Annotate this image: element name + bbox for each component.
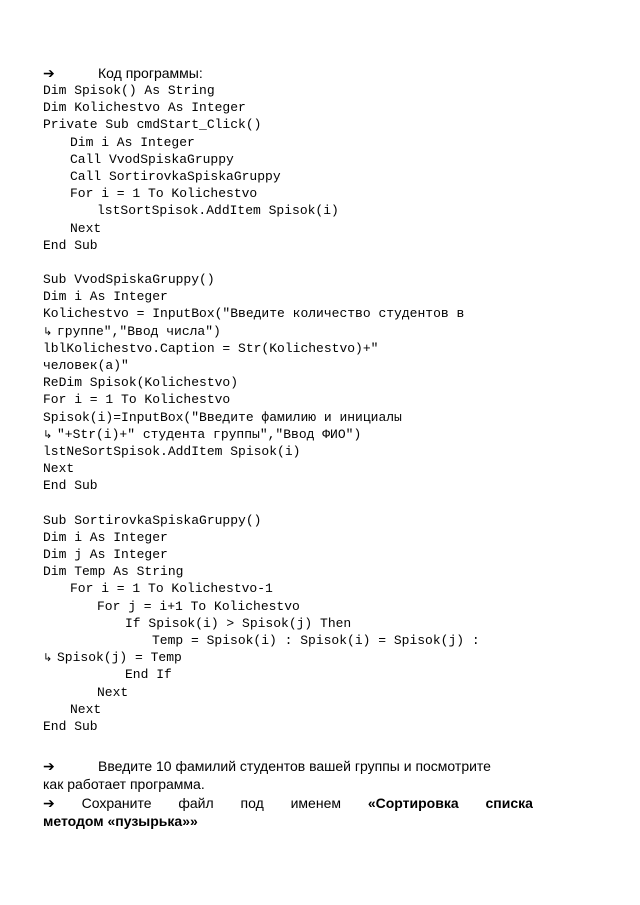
code-line-text: Dim j As Integer [43, 547, 168, 563]
instruction-enter-names [43, 758, 533, 793]
code-line [43, 99, 543, 116]
code-line-text: Dim i As Integer [70, 134, 195, 150]
code-line-text: Spisok(i)=InputBox("Введите фамилию и инициалы [43, 409, 402, 425]
code-line [43, 82, 543, 99]
code-line-text: Dim Kolichestvo As Integer [43, 100, 246, 116]
code-line [43, 185, 543, 202]
save-word-1: Сохраните [81, 795, 152, 811]
code-line-text: Next [70, 220, 102, 236]
instructions [43, 758, 533, 830]
code-line [43, 254, 543, 271]
code-line [43, 718, 543, 735]
line-continuation-icon: ↳ [43, 427, 53, 441]
code-line [43, 409, 543, 426]
file-name-part-3: методом «пузырька»» [43, 812, 198, 829]
file-name-part-1: «Сортировка [367, 795, 459, 811]
arrow-icon: ➔ [43, 65, 55, 81]
instruction-save-line1 [43, 795, 533, 813]
instruction-save-file [43, 795, 533, 830]
code-heading-text: Код программы: [98, 65, 203, 81]
code-line-text: For i = 1 To Kolichestvo [43, 392, 231, 408]
code-line-text: Private Sub cmdStart_Click() [43, 117, 262, 133]
code-line [43, 426, 543, 443]
save-word-2: файл [178, 795, 214, 811]
arrow-icon: ➔ [43, 795, 55, 811]
code-line [43, 598, 543, 615]
instruction-enter-line1: Введите 10 фамилий студентов вашей группы и посмотрите [98, 758, 491, 774]
code-line-text: Next [70, 701, 102, 717]
code-line-text: lstSortSpisok.AddItem Spisok(i) [97, 203, 339, 219]
code-line [43, 116, 543, 133]
code-line-text: End Sub [43, 718, 98, 734]
code-line-text: Call SortirovkaSpiskaGruppy [70, 168, 281, 184]
save-word-4: именем [290, 795, 341, 811]
code-line-text: If Spisok(i) > Spisok(j) Then [125, 615, 352, 631]
code-line [43, 666, 543, 683]
instruction-enter-line2: как работает программа. [43, 775, 205, 792]
code-line [43, 649, 543, 666]
code-line-text: End If [125, 667, 172, 683]
code-heading [43, 64, 203, 83]
code-line-text: Sub SortirovkaSpiskaGruppy() [43, 512, 262, 528]
code-line [43, 563, 543, 580]
code-line [43, 271, 543, 288]
code-line [43, 323, 543, 340]
code-line-text: Dim i As Integer [43, 289, 168, 305]
code-line [43, 357, 543, 374]
code-line [43, 615, 543, 632]
code-line-text: For j = i+1 To Kolichestvo [97, 598, 300, 614]
code-line [43, 220, 543, 237]
code-line-text: lblKolichestvo.Caption = Str(Kolichestvo)+" [43, 340, 379, 356]
code-listing [43, 82, 543, 735]
code-line [43, 391, 543, 408]
code-line-text: Next [97, 684, 129, 700]
code-line [43, 374, 543, 391]
file-name-part-2: списка [485, 795, 533, 811]
code-line [43, 305, 543, 322]
code-line-text: Dim Temp As String [43, 564, 184, 580]
code-line [43, 134, 543, 151]
code-line-text: For i = 1 To Kolichestvo-1 [70, 581, 273, 597]
code-line [43, 288, 543, 305]
code-line-text: End Sub [43, 478, 98, 494]
code-line-text: человек(а)" [43, 358, 129, 373]
code-line-text: Call VvodSpiskaGruppy [70, 151, 234, 167]
code-line [43, 151, 543, 168]
code-line [43, 580, 543, 597]
code-line [43, 340, 543, 357]
code-line-text: Spisok(j) = Temp [57, 650, 182, 666]
code-line-text: ReDim Spisok(Kolichestvo) [43, 375, 239, 391]
code-line-text: Kolichestvo = InputBox("Введите количество студентов в [43, 306, 465, 322]
line-continuation-icon: ↳ [43, 324, 53, 338]
code-line [43, 443, 543, 460]
code-line [43, 202, 543, 219]
code-line [43, 168, 543, 185]
line-continuation-icon: ↳ [43, 651, 53, 665]
code-line-text: Next [43, 461, 75, 477]
code-line-text: For i = 1 To Kolichestvo [70, 186, 258, 202]
code-line-text: End Sub [43, 237, 98, 253]
code-line [43, 495, 543, 512]
code-line [43, 546, 543, 563]
code-line-text: группе","Ввод числа") [57, 323, 221, 339]
code-line [43, 512, 543, 529]
code-line [43, 529, 543, 546]
code-line-text: Temp = Spisok(i) : Spisok(i) = Spisok(j) : [152, 633, 480, 648]
code-line [43, 632, 543, 649]
code-line [43, 477, 543, 494]
code-line [43, 684, 543, 701]
arrow-icon: ➔ [43, 758, 55, 774]
code-line-text: "+Str(i)+" студента группы","Ввод ФИО") [57, 426, 362, 442]
code-line-text: Dim Spisok() As String [43, 83, 215, 98]
code-line-text: Sub VvodSpiskaGruppy() [43, 272, 215, 288]
code-line [43, 460, 543, 477]
code-line-text: Dim i As Integer [43, 529, 168, 545]
code-line-text: lstNeSortSpisok.AddItem Spisok(i) [43, 443, 301, 459]
code-line [43, 237, 543, 254]
save-word-3: под [240, 795, 264, 811]
code-line [43, 701, 543, 718]
